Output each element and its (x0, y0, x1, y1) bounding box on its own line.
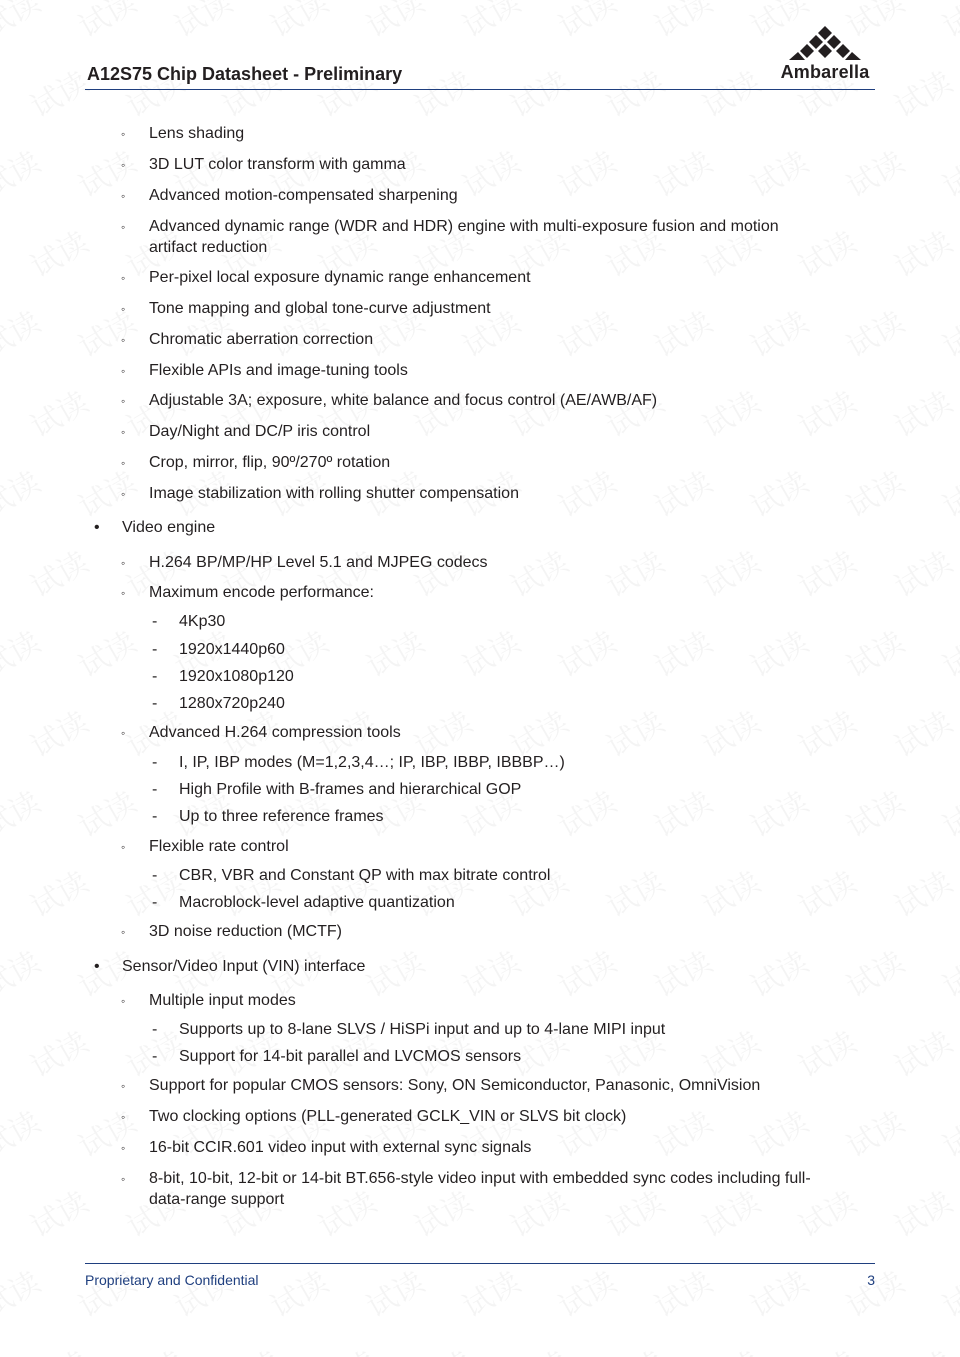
watermark-text (69, 618, 143, 686)
watermark-text (0, 778, 47, 846)
watermark-text (21, 698, 95, 766)
watermark-text (0, 0, 47, 46)
page-header (85, 20, 875, 90)
page-number: 3 (867, 1272, 875, 1288)
circle-bullet-icon: ◦ (121, 840, 126, 854)
watermark-text (933, 138, 960, 206)
dash-bullet-icon: - (152, 754, 158, 771)
watermark-text (0, 618, 47, 686)
watermark-text (213, 1338, 287, 1357)
watermark-text (837, 1258, 911, 1326)
circle-bullet-icon: ◦ (121, 586, 126, 600)
ambarella-logo (775, 26, 875, 83)
logo-mark-icon (789, 26, 861, 60)
watermark-text (837, 138, 911, 206)
watermark-text (885, 218, 959, 286)
watermark-text (549, 1258, 623, 1326)
circle-bullet-icon: ◦ (121, 333, 126, 347)
page-footer (85, 1263, 875, 1288)
circle-bullet-icon: ◦ (121, 158, 126, 172)
watermark-text (69, 458, 143, 526)
watermark-text (165, 1258, 239, 1326)
watermark-text (885, 698, 959, 766)
watermark-text (261, 1258, 335, 1326)
watermark-text (501, 1338, 575, 1357)
watermark-text (309, 1338, 383, 1357)
watermark-text (453, 1258, 527, 1326)
circle-bullet-icon: ◦ (121, 220, 126, 234)
watermark-text (885, 378, 959, 446)
circle-bullet-icon: ◦ (121, 556, 126, 570)
dash-bullet-icon: - (152, 1021, 158, 1038)
watermark-text (837, 618, 911, 686)
watermark-text (21, 858, 95, 926)
watermark-text (21, 1018, 95, 1086)
circle-bullet-icon: ◦ (121, 302, 126, 316)
circle-bullet-icon: ◦ (121, 364, 126, 378)
watermark-text (885, 1338, 959, 1357)
watermark-text (933, 1098, 960, 1166)
confidentiality-notice: Proprietary and Confidential (85, 1272, 259, 1288)
circle-bullet-icon: ◦ (121, 1110, 126, 1124)
dot-bullet-icon: • (94, 519, 100, 536)
watermark-text (0, 1098, 47, 1166)
document-title: A12S75 Chip Datasheet - Preliminary (87, 64, 403, 84)
watermark-text (0, 1258, 47, 1326)
watermark-text (21, 538, 95, 606)
circle-bullet-icon: ◦ (121, 726, 126, 740)
logo-text: Ambarella (780, 62, 870, 82)
circle-bullet-icon: ◦ (121, 425, 126, 439)
watermark-text (69, 298, 143, 366)
watermark-text (69, 778, 143, 846)
watermark-text (69, 138, 143, 206)
watermark-text (933, 298, 960, 366)
watermark-text (789, 1338, 863, 1357)
dash-bullet-icon: - (152, 781, 158, 798)
circle-bullet-icon: ◦ (121, 1079, 126, 1093)
circle-bullet-icon: ◦ (121, 127, 126, 141)
watermark-text (837, 778, 911, 846)
watermark-text (0, 138, 47, 206)
circle-bullet-icon: ◦ (121, 1141, 126, 1155)
circle-bullet-icon: ◦ (121, 394, 126, 408)
watermark-text (885, 1178, 959, 1246)
watermark-text (837, 1098, 911, 1166)
watermark-text (885, 1018, 959, 1086)
circle-bullet-icon: ◦ (121, 487, 126, 501)
watermark-text (741, 1258, 815, 1326)
circle-bullet-icon: ◦ (121, 994, 126, 1008)
watermark-text (69, 1258, 143, 1326)
watermark-text (0, 298, 47, 366)
watermark-text (0, 458, 47, 526)
circle-bullet-icon: ◦ (121, 1172, 126, 1186)
dash-bullet-icon: - (152, 1048, 158, 1065)
circle-bullet-icon: ◦ (121, 456, 126, 470)
watermark-text (837, 458, 911, 526)
dash-bullet-icon: - (152, 808, 158, 825)
watermark-text (885, 58, 959, 126)
circle-bullet-icon: ◦ (121, 189, 126, 203)
watermark-text (597, 1338, 671, 1357)
watermark-text (837, 938, 911, 1006)
watermark-text (0, 938, 47, 1006)
watermark-text (837, 298, 911, 366)
watermark-text (405, 1338, 479, 1357)
watermark-text (933, 778, 960, 846)
watermark-text (357, 1258, 431, 1326)
watermark-text (21, 58, 95, 126)
dash-bullet-icon: - (152, 867, 158, 884)
dash-bullet-icon: - (152, 668, 158, 685)
circle-bullet-icon: ◦ (121, 925, 126, 939)
watermark-text (885, 858, 959, 926)
dash-bullet-icon: - (152, 613, 158, 630)
watermark-text (21, 1178, 95, 1246)
watermark-text (693, 1338, 767, 1357)
watermark-text (885, 538, 959, 606)
watermark-text (933, 1258, 960, 1326)
watermark-text (21, 218, 95, 286)
dash-bullet-icon: - (152, 894, 158, 911)
watermark-text (645, 1258, 719, 1326)
watermark-text (933, 458, 960, 526)
watermark-text (69, 1098, 143, 1166)
watermark-text (933, 938, 960, 1006)
watermark-text (933, 0, 960, 46)
watermark-text (933, 618, 960, 686)
watermark-text (21, 378, 95, 446)
watermark-text (117, 1338, 191, 1357)
watermark-text (21, 1338, 95, 1357)
dash-bullet-icon: - (152, 695, 158, 712)
dot-bullet-icon: • (94, 958, 100, 975)
circle-bullet-icon: ◦ (121, 271, 126, 285)
dash-bullet-icon: - (152, 641, 158, 658)
